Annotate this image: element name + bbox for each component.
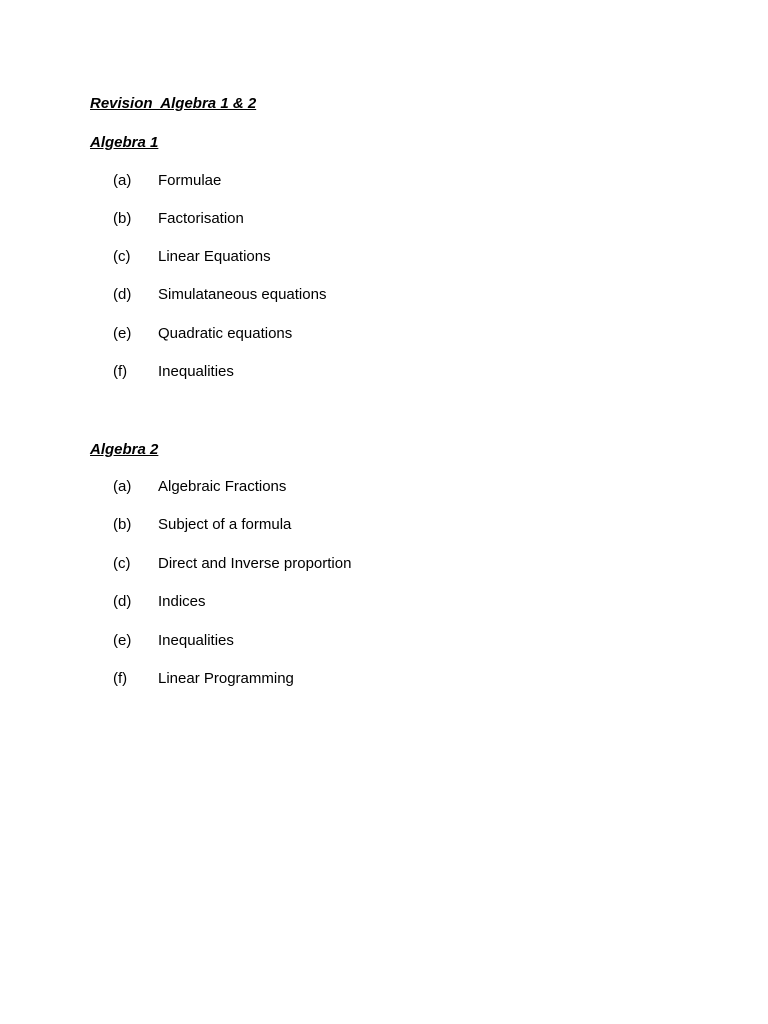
- item-label: (e): [113, 632, 132, 649]
- item-label: (f): [113, 363, 128, 380]
- item-label: (b): [113, 210, 132, 227]
- item-text: Direct and Inverse proportion: [158, 555, 352, 572]
- item-label: (c): [113, 248, 131, 265]
- item-text: Algebraic Fractions: [158, 478, 287, 495]
- item-text: Indices: [158, 593, 206, 610]
- item-label: (d): [113, 286, 132, 303]
- item-text: Inequalities: [158, 363, 234, 380]
- item-text: Simulataneous equations: [158, 286, 327, 303]
- item-label: (a): [113, 172, 132, 189]
- section-heading-algebra-1: Algebra 1: [90, 134, 159, 151]
- item-label: (c): [113, 555, 131, 572]
- item-text: Formulae: [158, 172, 222, 189]
- item-text: Factorisation: [158, 210, 244, 227]
- item-label: (f): [113, 670, 128, 687]
- item-label: (a): [113, 478, 132, 495]
- item-text: Linear Equations: [158, 248, 271, 265]
- item-label: (d): [113, 593, 132, 610]
- section-heading-algebra-2: Algebra 2: [90, 441, 159, 458]
- item-label: (b): [113, 516, 132, 533]
- item-text: Linear Programming: [158, 670, 294, 687]
- document-title: Revision Algebra 1 & 2: [90, 95, 257, 112]
- item-text: Inequalities: [158, 632, 234, 649]
- item-text: Quadratic equations: [158, 325, 293, 342]
- item-label: (e): [113, 325, 132, 342]
- item-text: Subject of a formula: [158, 516, 292, 533]
